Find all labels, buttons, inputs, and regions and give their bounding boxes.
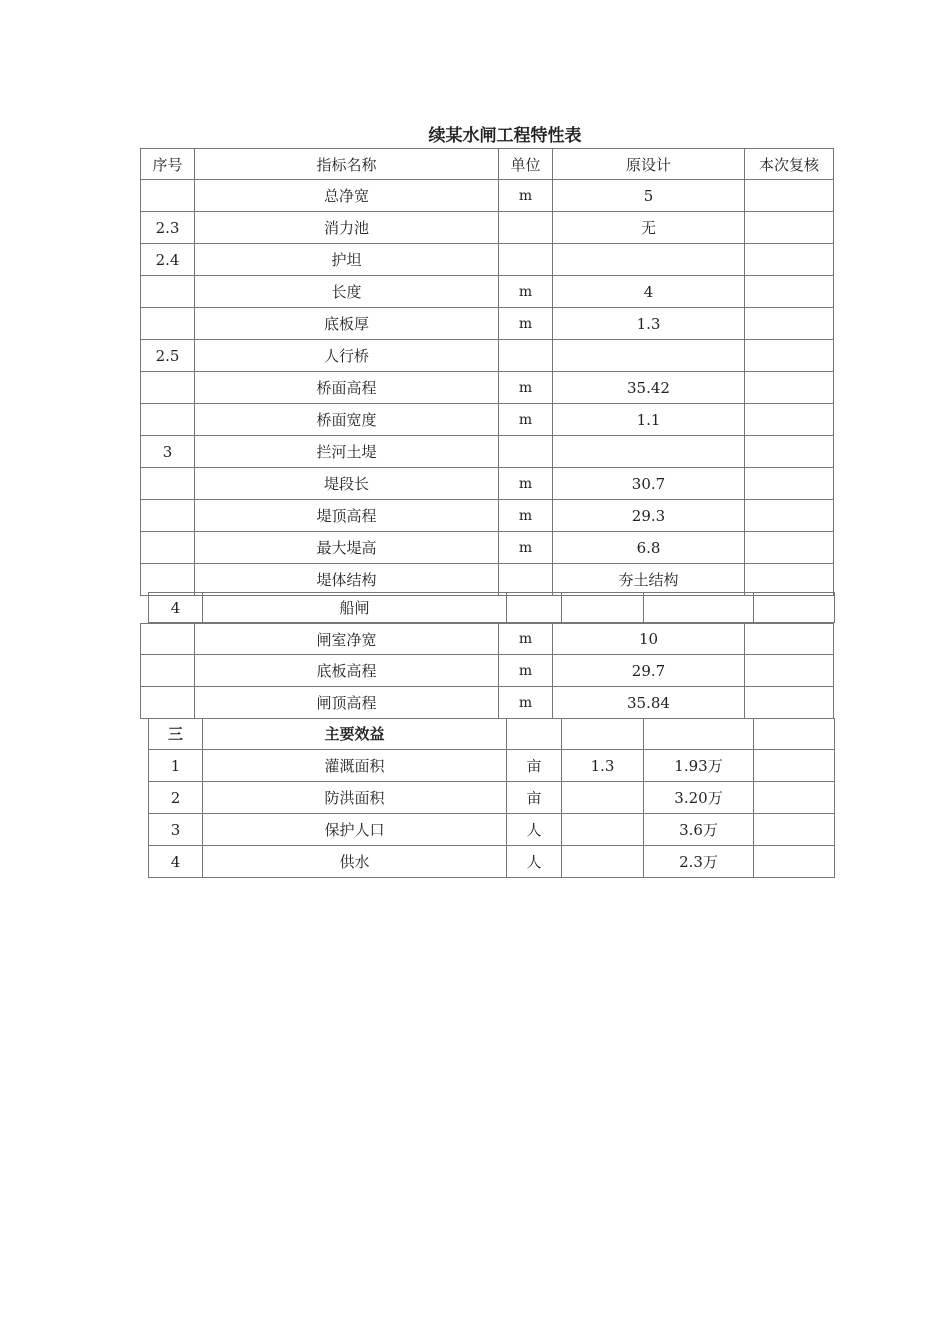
- row-no: 2.4: [140, 244, 195, 276]
- row-no: 2.3: [140, 212, 195, 244]
- row-original-a: [562, 718, 644, 750]
- row-review: [754, 750, 835, 782]
- table-row: [140, 532, 834, 564]
- row-original-b: 2.3万: [644, 846, 754, 878]
- table-row: [140, 340, 834, 372]
- row-original: 29.3: [553, 500, 745, 532]
- row-no: [140, 276, 195, 308]
- table-row: [140, 468, 834, 500]
- row-review: [754, 782, 835, 814]
- row-original-b: [644, 718, 754, 750]
- row-review: [745, 655, 834, 687]
- row-review: [745, 244, 834, 276]
- table-row: [140, 276, 834, 308]
- row-name: 灌溉面积: [203, 750, 507, 782]
- row-unit: [499, 244, 553, 276]
- row-unit: m: [499, 687, 553, 719]
- row-review: [745, 276, 834, 308]
- row-unit: [507, 592, 562, 623]
- row-unit: m: [499, 623, 553, 655]
- table-row: [140, 212, 834, 244]
- row-no: [140, 180, 195, 212]
- row-original: 夯土结构: [553, 564, 745, 596]
- row-original: 30.7: [553, 468, 745, 500]
- table-header: [140, 148, 834, 180]
- row-no: [140, 687, 195, 719]
- row-name: 底板高程: [195, 655, 499, 687]
- row-no: [140, 372, 195, 404]
- row-unit: m: [499, 404, 553, 436]
- row-original-b: [644, 592, 754, 623]
- table-row: [140, 180, 834, 212]
- row-unit: m: [499, 372, 553, 404]
- row-name: 闸室净宽: [195, 623, 499, 655]
- row-review: [745, 468, 834, 500]
- table-row: [148, 782, 835, 814]
- table-row: [148, 814, 835, 846]
- row-original-b: 3.20万: [644, 782, 754, 814]
- row-original-a: 1.3: [562, 750, 644, 782]
- row-name: 最大堤高: [195, 532, 499, 564]
- row-unit: m: [499, 655, 553, 687]
- row-review: [754, 814, 835, 846]
- row-review: [745, 623, 834, 655]
- row-original-a: [562, 814, 644, 846]
- table-row: [140, 404, 834, 436]
- row-review: [745, 500, 834, 532]
- row-no: [140, 404, 195, 436]
- row-review: [745, 404, 834, 436]
- row-name: 总净宽: [195, 180, 499, 212]
- row-original: 29.7: [553, 655, 745, 687]
- row-no: 2.5: [140, 340, 195, 372]
- header-review: 本次复核: [745, 148, 834, 180]
- table-title: 续某水闸工程特性表: [428, 126, 582, 146]
- row-unit: m: [499, 276, 553, 308]
- table-row: [140, 372, 834, 404]
- row-original: 1.1: [553, 404, 745, 436]
- row-review: [745, 532, 834, 564]
- row-original: 35.42: [553, 372, 745, 404]
- section-name: 主要效益: [203, 718, 507, 750]
- table-row: [140, 308, 834, 340]
- row-no: 3: [140, 436, 195, 468]
- row-review: [754, 592, 835, 623]
- table-row: [140, 623, 834, 655]
- row-unit: m: [499, 308, 553, 340]
- row-name: 长度: [195, 276, 499, 308]
- row-no: [140, 532, 195, 564]
- row-original: 4: [553, 276, 745, 308]
- table-row-ship-lock: [148, 592, 835, 623]
- row-unit: [499, 436, 553, 468]
- row-unit: m: [499, 180, 553, 212]
- row-name: 底板厚: [195, 308, 499, 340]
- row-review: [745, 372, 834, 404]
- row-no: 1: [148, 750, 203, 782]
- row-unit: m: [499, 500, 553, 532]
- table-row: [140, 244, 834, 276]
- table-row: [140, 500, 834, 532]
- row-name: 护坦: [195, 244, 499, 276]
- row-original: 10: [553, 623, 745, 655]
- table-row: [140, 436, 834, 468]
- row-name: 供水: [203, 846, 507, 878]
- row-name: 防洪面积: [203, 782, 507, 814]
- row-original: 35.84: [553, 687, 745, 719]
- row-original: 无: [553, 212, 745, 244]
- row-original-b: 3.6万: [644, 814, 754, 846]
- row-unit: [499, 212, 553, 244]
- table-row: [140, 655, 834, 687]
- row-review: [745, 308, 834, 340]
- row-review: [754, 718, 835, 750]
- row-original: 6.8: [553, 532, 745, 564]
- row-review: [754, 846, 835, 878]
- row-review: [745, 436, 834, 468]
- row-name: 堤顶高程: [195, 500, 499, 532]
- table-row-benefits-header: [148, 718, 835, 750]
- row-original-a: [562, 846, 644, 878]
- row-name: 桥面高程: [195, 372, 499, 404]
- row-unit: 亩: [507, 782, 562, 814]
- row-original: 1.3: [553, 308, 745, 340]
- row-name: 人行桥: [195, 340, 499, 372]
- header-name: 指标名称: [195, 148, 499, 180]
- row-no: 4: [148, 592, 203, 623]
- row-no: [140, 468, 195, 500]
- row-no: 3: [148, 814, 203, 846]
- header-original-design: 原设计: [553, 148, 745, 180]
- row-original: [553, 244, 745, 276]
- row-original-a: [562, 782, 644, 814]
- table-row: [140, 687, 834, 719]
- row-unit: 亩: [507, 750, 562, 782]
- row-name: 消力池: [195, 212, 499, 244]
- table-row: [148, 846, 835, 878]
- row-unit: m: [499, 532, 553, 564]
- row-name: 堤体结构: [195, 564, 499, 596]
- row-unit: [507, 718, 562, 750]
- row-name: 闸顶高程: [195, 687, 499, 719]
- row-unit: m: [499, 468, 553, 500]
- row-no: [140, 655, 195, 687]
- row-unit: 人: [507, 846, 562, 878]
- row-original-b: 1.93万: [644, 750, 754, 782]
- row-original: [553, 436, 745, 468]
- row-name: 船闸: [203, 592, 507, 623]
- row-original: 5: [553, 180, 745, 212]
- header-no: 序号: [140, 148, 195, 180]
- row-name: 保护人口: [203, 814, 507, 846]
- row-review: [745, 340, 834, 372]
- row-review: [745, 687, 834, 719]
- row-unit: 人: [507, 814, 562, 846]
- header-unit: 单位: [499, 148, 553, 180]
- row-name: 桥面宽度: [195, 404, 499, 436]
- row-no: [140, 500, 195, 532]
- row-no: [140, 623, 195, 655]
- row-original: [553, 340, 745, 372]
- row-review: [745, 212, 834, 244]
- row-no: 2: [148, 782, 203, 814]
- row-name: 堤段长: [195, 468, 499, 500]
- section-no: 三: [148, 718, 203, 750]
- row-review: [745, 180, 834, 212]
- row-original-a: [562, 592, 644, 623]
- row-no: [140, 308, 195, 340]
- table-row: [148, 750, 835, 782]
- row-name: 拦河土堤: [195, 436, 499, 468]
- row-no: 4: [148, 846, 203, 878]
- row-unit: [499, 340, 553, 372]
